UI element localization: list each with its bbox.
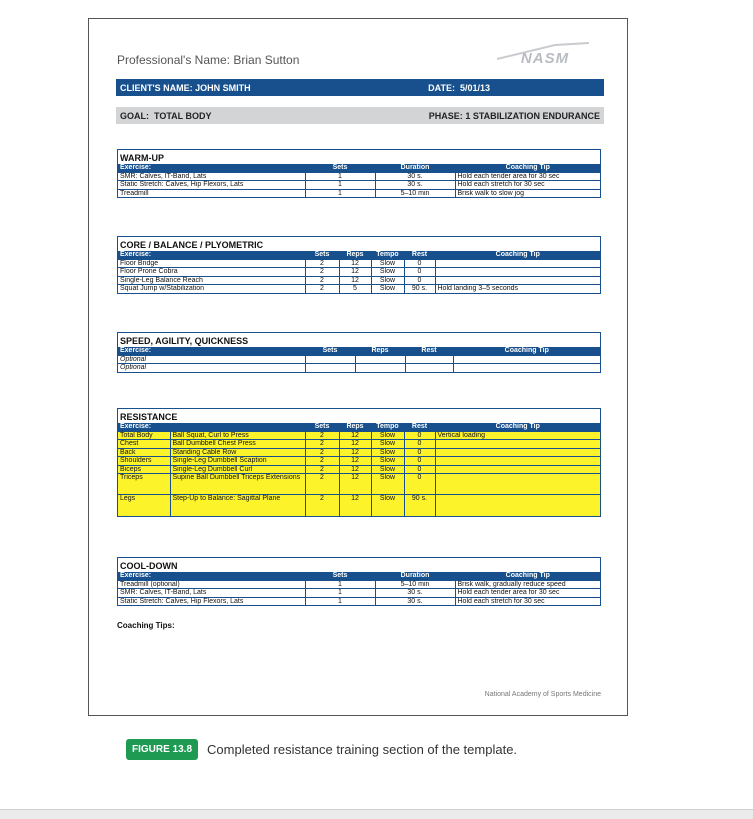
table-cell: Ball Dumbbell Chest Press bbox=[170, 440, 305, 449]
table-cell: Treadmill bbox=[120, 189, 149, 197]
column-header: Exercise: bbox=[118, 423, 170, 431]
table-row bbox=[118, 268, 600, 277]
table-cell: Squat Jump w/Stabilization bbox=[120, 285, 205, 292]
table-cell: 0 bbox=[404, 259, 435, 268]
table-cell: 12 bbox=[339, 457, 371, 466]
column-header: Sets bbox=[305, 251, 339, 259]
table-cell: Ball Squat, Curl to Press bbox=[170, 431, 305, 440]
column-header: Rest bbox=[405, 347, 453, 355]
professional-name-line: Professional's Name: Brian Sutton bbox=[117, 53, 300, 67]
table-cell: 1 bbox=[305, 580, 375, 589]
table-cell: Slow bbox=[371, 268, 404, 277]
table-cell: Floor Bridge bbox=[118, 259, 305, 268]
table-cell: Hold each tender area for 30 sec bbox=[455, 589, 600, 598]
table-cell bbox=[405, 355, 453, 364]
table-cell: Chest bbox=[118, 440, 170, 449]
table-cell: Biceps bbox=[118, 465, 170, 474]
table-cell: Slow bbox=[371, 448, 404, 457]
table-cell: Hold landing 3–5 seconds bbox=[435, 285, 600, 293]
table-cell bbox=[435, 465, 600, 474]
table-cell: 12 bbox=[339, 474, 371, 495]
table-cell: 2 bbox=[305, 448, 339, 457]
table-row bbox=[118, 259, 600, 268]
column-header: Sets bbox=[305, 164, 375, 172]
table-cell bbox=[453, 355, 600, 364]
table-cell: Static Stretch: Calves, Hip Flexors, Lats bbox=[118, 181, 305, 190]
client-name: JOHN SMITH bbox=[195, 82, 251, 93]
table-row bbox=[118, 355, 600, 364]
nasm-logo bbox=[495, 41, 591, 67]
professional-name: Brian Sutton bbox=[233, 53, 300, 67]
table-cell: 12 bbox=[339, 465, 371, 474]
warmup-section bbox=[117, 149, 601, 198]
table-cell: 0 bbox=[404, 431, 435, 440]
table-row bbox=[118, 448, 600, 457]
table-cell: 0 bbox=[404, 474, 435, 495]
date-value: 5/01/13 bbox=[459, 82, 490, 93]
resistance-section bbox=[117, 408, 601, 517]
table-row bbox=[118, 474, 600, 495]
table-row bbox=[118, 276, 600, 285]
table-cell: 2 bbox=[305, 276, 339, 285]
table-cell bbox=[355, 355, 405, 364]
table-cell: Hold each tender area for 30 sec bbox=[455, 172, 600, 181]
table-cell: Standing Cable Row bbox=[170, 448, 305, 457]
table-cell: 90 s. bbox=[404, 285, 435, 293]
header-row bbox=[118, 251, 600, 259]
column-header: Duration bbox=[375, 164, 455, 172]
table-cell: 2 bbox=[305, 495, 339, 516]
table-cell: 1 bbox=[305, 189, 375, 197]
column-header: Sets bbox=[305, 572, 375, 580]
header-row bbox=[118, 572, 600, 580]
workout-template-page bbox=[88, 18, 628, 716]
column-header: Tempo bbox=[371, 251, 404, 259]
table-cell: Shoulders bbox=[118, 457, 170, 466]
table-cell: 2 bbox=[305, 474, 339, 495]
table-cell: 1 bbox=[305, 589, 375, 598]
table-row bbox=[118, 465, 600, 474]
footer-text: National Academy of Sports Medicine bbox=[484, 691, 601, 698]
column-header: Exercise: bbox=[118, 347, 305, 355]
column-header: Coaching Tip bbox=[455, 572, 600, 580]
table-cell bbox=[405, 364, 453, 372]
table-row bbox=[118, 172, 600, 181]
column-header: Exercise: bbox=[118, 251, 305, 259]
coaching-tips-label: Coaching Tips: bbox=[117, 621, 175, 630]
column-header: Reps bbox=[339, 423, 371, 431]
table-cell: 0 bbox=[404, 440, 435, 449]
table-row bbox=[118, 431, 600, 440]
table-cell: 2 bbox=[305, 259, 339, 268]
section-title: SPEED, AGILITY, QUICKNESS bbox=[120, 336, 249, 346]
figure-caption-row bbox=[126, 739, 517, 760]
header-row bbox=[118, 347, 600, 355]
table-cell: Slow bbox=[371, 457, 404, 466]
table-cell: 12 bbox=[339, 495, 371, 516]
figure-caption: Completed resistance training section of the template. bbox=[207, 742, 518, 757]
saq-table bbox=[118, 347, 600, 372]
table-cell: 2 bbox=[305, 440, 339, 449]
table-row bbox=[118, 189, 600, 197]
table-cell: 30 s. bbox=[375, 597, 455, 605]
bottom-divider bbox=[0, 809, 753, 819]
phase-value: 1 STABILIZATION ENDURANCE bbox=[465, 110, 600, 121]
table-cell: Back bbox=[118, 448, 170, 457]
table-cell: 12 bbox=[339, 431, 371, 440]
goal-bar: GOAL: TOTAL BODY PHASE: 1 STABILIZATION ENDURANCE bbox=[116, 107, 604, 124]
table-cell: Slow bbox=[371, 259, 404, 268]
table-cell: 12 bbox=[339, 440, 371, 449]
table-row bbox=[118, 597, 600, 605]
table-cell: 5–10 min bbox=[375, 580, 455, 589]
table-row bbox=[118, 589, 600, 598]
table-cell bbox=[435, 268, 600, 277]
table-cell: 1 bbox=[305, 172, 375, 181]
table-cell: 0 bbox=[404, 276, 435, 285]
table-cell bbox=[453, 364, 600, 372]
table-row bbox=[118, 440, 600, 449]
table-cell: 0 bbox=[404, 465, 435, 474]
table-cell: Slow bbox=[371, 495, 404, 516]
column-header: Reps bbox=[355, 347, 405, 355]
table-cell: Total Body bbox=[118, 431, 170, 440]
table-cell: 0 bbox=[404, 448, 435, 457]
table-cell: SMR: Calves, IT-Band, Lats bbox=[118, 589, 305, 598]
column-header: Coaching Tip bbox=[455, 164, 600, 172]
table-cell: Single-Leg Dumbbell Curl bbox=[170, 465, 305, 474]
table-cell: Vertical loading bbox=[435, 431, 600, 440]
goal-value: TOTAL BODY bbox=[154, 110, 212, 121]
table-cell: Optional bbox=[118, 355, 305, 364]
table-cell bbox=[435, 259, 600, 268]
table-cell: Brisk walk to slow jog bbox=[455, 189, 600, 197]
table-cell: Hold each stretch for 30 sec bbox=[455, 181, 600, 190]
table-cell: 30 s. bbox=[375, 181, 455, 190]
table-cell: Treadmill (optional) bbox=[118, 580, 305, 589]
table-cell: Static Stretch: Calves, Hip Flexors, Lats bbox=[120, 597, 244, 605]
column-header: Exercise: bbox=[118, 164, 305, 172]
table-cell: Hold each stretch for 30 sec bbox=[455, 597, 600, 605]
table-cell: 0 bbox=[404, 268, 435, 277]
table-row bbox=[118, 181, 600, 190]
table-row bbox=[118, 285, 600, 293]
table-cell: 30 s. bbox=[375, 172, 455, 181]
core-section bbox=[117, 236, 601, 294]
column-header: Sets bbox=[305, 347, 355, 355]
column-header bbox=[170, 423, 305, 431]
table-cell: Legs bbox=[118, 495, 170, 516]
table-cell: 0 bbox=[404, 457, 435, 466]
table-cell: 2 bbox=[305, 285, 339, 293]
table-row bbox=[118, 364, 600, 372]
table-cell: 2 bbox=[305, 268, 339, 277]
table-cell: 12 bbox=[339, 448, 371, 457]
column-header: Coaching Tip bbox=[453, 347, 600, 355]
table-cell: 12 bbox=[339, 259, 371, 268]
table-cell bbox=[435, 457, 600, 466]
section-title: WARM-UP bbox=[120, 153, 164, 163]
logo-wordmark: NASM bbox=[520, 50, 570, 67]
column-header: Duration bbox=[375, 572, 455, 580]
table-cell bbox=[435, 474, 600, 495]
table-row bbox=[118, 580, 600, 589]
table-cell: Single-Leg Dumbbell Scaption bbox=[170, 457, 305, 466]
table-cell: 5 bbox=[339, 285, 371, 293]
table-row bbox=[118, 457, 600, 466]
table-cell: 5–10 min bbox=[375, 189, 455, 197]
column-header: Tempo bbox=[371, 423, 404, 431]
table-cell: 12 bbox=[339, 268, 371, 277]
table-cell: 2 bbox=[305, 431, 339, 440]
table-cell: 2 bbox=[305, 457, 339, 466]
section-title: COOL-DOWN bbox=[120, 561, 178, 571]
column-header: Coaching Tip bbox=[435, 251, 600, 259]
table-cell: Slow bbox=[371, 276, 404, 285]
table-cell: Triceps bbox=[118, 474, 170, 495]
client-bar: CLIENT'S NAME: JOHN SMITH DATE: 5/01/13 bbox=[116, 79, 604, 96]
figure-label: FIGURE 13.8 bbox=[126, 739, 198, 760]
table-cell: Floor Prone Cobra bbox=[118, 268, 305, 277]
table-cell bbox=[305, 355, 355, 364]
header-row bbox=[118, 423, 600, 431]
warmup-table bbox=[118, 164, 600, 197]
column-header: Reps bbox=[339, 251, 371, 259]
table-cell: 2 bbox=[305, 465, 339, 474]
column-header: Rest bbox=[404, 423, 435, 431]
table-cell: Slow bbox=[371, 431, 404, 440]
table-cell bbox=[435, 448, 600, 457]
table-cell bbox=[435, 495, 600, 516]
table-cell: Single-Leg Balance Reach bbox=[118, 276, 305, 285]
column-header: Rest bbox=[404, 251, 435, 259]
table-cell: Slow bbox=[371, 474, 404, 495]
table-cell: Optional bbox=[120, 364, 147, 371]
column-header: Sets bbox=[305, 423, 339, 431]
section-title: RESISTANCE bbox=[120, 412, 178, 422]
table-cell bbox=[435, 440, 600, 449]
table-cell bbox=[435, 276, 600, 285]
table-cell: Supine Ball Dumbbell Triceps Extensions bbox=[170, 474, 305, 495]
table-cell: 90 s. bbox=[404, 495, 435, 516]
table-cell: 1 bbox=[305, 181, 375, 190]
cooldown-section bbox=[117, 557, 601, 606]
table-cell: Step-Up to Balance: Sagittal Plane bbox=[170, 495, 305, 516]
table-cell: 30 s. bbox=[375, 589, 455, 598]
table-cell: Slow bbox=[371, 285, 404, 293]
table-cell bbox=[305, 364, 355, 372]
table-cell: Slow bbox=[371, 440, 404, 449]
cooldown-table bbox=[118, 572, 600, 605]
header-row bbox=[118, 164, 600, 172]
resistance-table bbox=[118, 423, 600, 516]
table-cell: Slow bbox=[371, 465, 404, 474]
core-table bbox=[118, 251, 600, 293]
table-cell: 12 bbox=[339, 276, 371, 285]
column-header: Coaching Tip bbox=[435, 423, 600, 431]
section-title: CORE / BALANCE / PLYOMETRIC bbox=[120, 240, 264, 250]
table-cell: SMR: Calves, IT-Band, Lats bbox=[118, 172, 305, 181]
table-cell: 1 bbox=[305, 597, 375, 605]
saq-section bbox=[117, 332, 601, 373]
table-cell bbox=[355, 364, 405, 372]
table-row bbox=[118, 495, 600, 516]
column-header: Exercise: bbox=[118, 572, 305, 580]
table-cell: Brisk walk, gradually reduce speed bbox=[455, 580, 600, 589]
